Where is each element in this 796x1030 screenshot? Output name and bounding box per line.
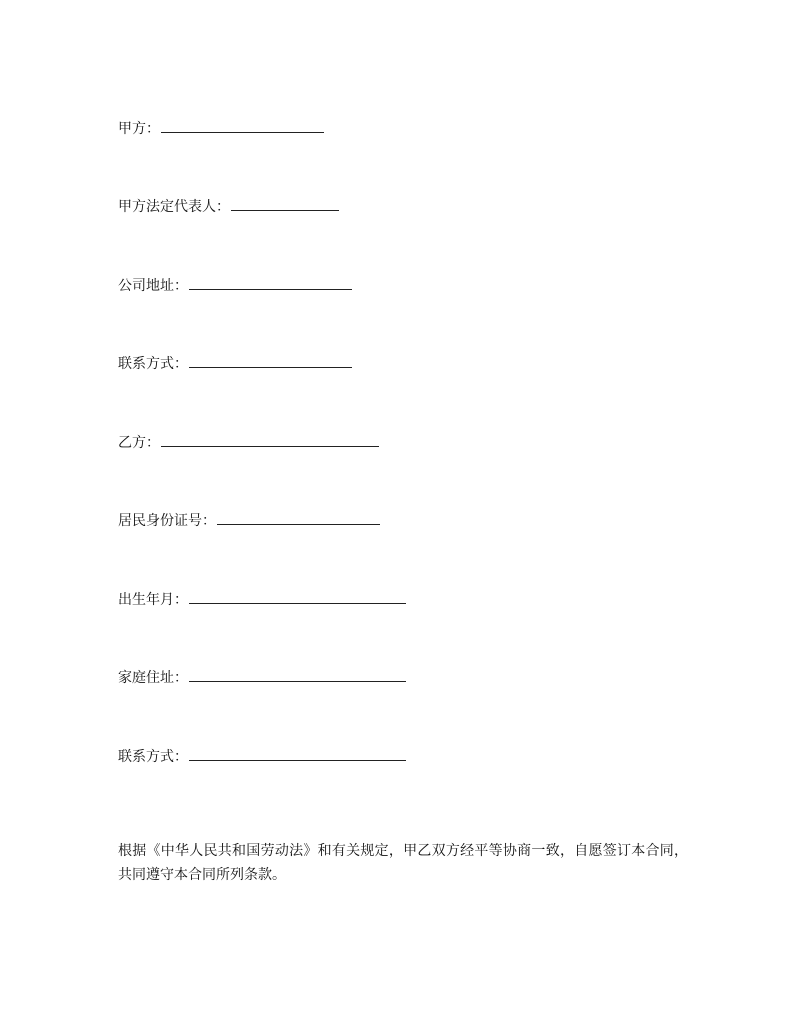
party-b-blank[interactable] (161, 432, 379, 447)
id-number-blank[interactable] (217, 510, 380, 525)
party-b-contact-blank[interactable] (189, 746, 406, 761)
id-number-row (118, 510, 380, 531)
party-a-contact-row (118, 353, 352, 374)
party-b-row (118, 432, 379, 453)
party-a-representative-row (118, 196, 339, 217)
birth-date-row (118, 589, 406, 610)
party-a-representative-label: 甲方法定代表人： (118, 199, 230, 215)
birth-date-label: 出生年月： (118, 592, 188, 608)
company-address-label: 公司地址： (118, 278, 188, 294)
id-number-label: 居民身份证号： (118, 513, 216, 529)
party-b-contact-row (118, 746, 406, 767)
birth-date-blank[interactable] (189, 589, 406, 604)
home-address-label: 家庭住址： (118, 670, 188, 686)
party-a-blank[interactable] (161, 118, 324, 133)
home-address-blank[interactable] (189, 667, 406, 682)
contract-preamble: 根据《中华人民共和国劳动法》和有关规定，甲乙双方经平等协商一致，自愿签订本合同，共同遵守本合同所列条款。 (118, 843, 688, 883)
party-a-label: 甲方： (118, 121, 160, 137)
party-a-contact-blank[interactable] (189, 353, 352, 368)
party-b-label: 乙方： (118, 435, 160, 451)
party-a-representative-blank[interactable] (231, 196, 339, 211)
company-address-row (118, 275, 352, 296)
home-address-row (118, 667, 406, 688)
party-a-row (118, 118, 324, 139)
party-b-contact-label: 联系方式： (118, 749, 188, 765)
company-address-blank[interactable] (189, 275, 352, 290)
party-a-contact-label: 联系方式： (118, 356, 188, 372)
